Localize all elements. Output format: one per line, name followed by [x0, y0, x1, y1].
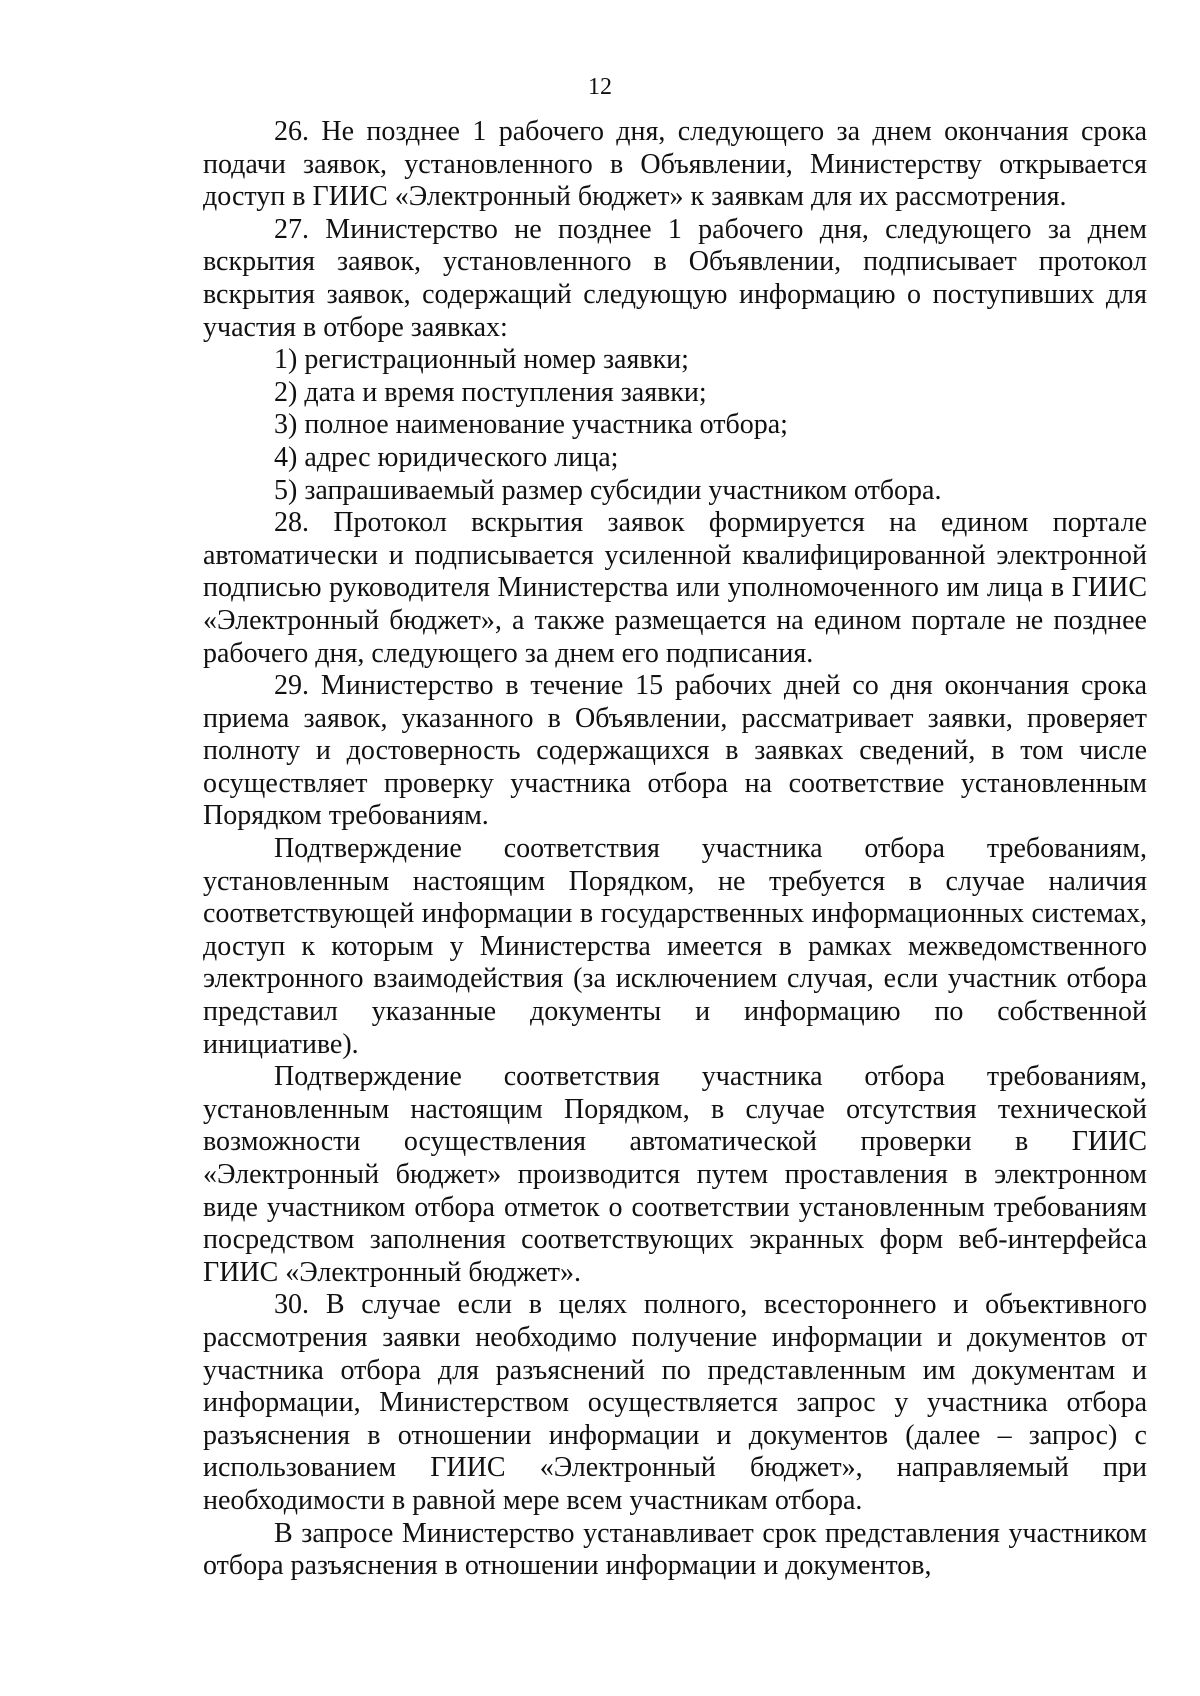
paragraph-30: 30. В случае если в целях полного, всестороннего и объективного рассмотрения заявки необходимо получение информации и документов от участника отбора для разъяснений по представленным им документам и информации, Министерством осуществляется запрос у участника отбора разъяснения в отношении информации и документов (далее – запрос) с использованием ГИИС «Электронный бюджет», направляемый при необходимости в равной мере всем участникам отбора.	[203, 1289, 1147, 1516]
list-item-legal-address: 4) адрес юридического лица;	[274, 441, 619, 473]
paragraph-confirmation-not-required: Подтверждение соответствия участника отбора требованиям, установленным настоящим Порядком, не требуется в случае наличия соответствующей информации в государственных информационных системах, доступ к которым у Министерства имеется в рамках межведомственного электронного взаимодействия (за исключением случая, если участник отбора представил указанные документы и информацию по собственной инициативе).	[203, 833, 1147, 1060]
document-body	[203, 116, 1147, 1583]
paragraph-28: 28. Протокол вскрытия заявок формируется на едином портале автоматически и подписывается усиленной квалифицированной электронной подписью руководителя Министерства или уполномоченного им лица в ГИИС «Электронный бюджет», а также размещается на едином портале не позднее рабочего дня, следующего за днем его подписания.	[203, 507, 1147, 669]
list-item-subsidy-amount: 5) запрашиваемый размер субсидии участником отбора.	[274, 474, 942, 506]
list-item-participant-name: 3) полное наименование участника отбора;	[274, 409, 788, 441]
paragraph-request-deadline: В запросе Министерство устанавливает срок представления участником отбора разъяснения в отношении информации и документов,	[203, 1517, 1147, 1582]
list-item-date-time: 2) дата и время поступления заявки;	[274, 376, 707, 408]
paragraph-27: 27. Министерство не позднее 1 рабочего дня, следующего за днем вскрытия заявок, установленного в Объявлении, подписывает протокол вскрытия заявок, содержащий следующую информацию о поступивших для участия в отборе заявках:	[203, 213, 1147, 343]
paragraph-29: 29. Министерство в течение 15 рабочих дней со дня окончания срока приема заявок, указанного в Объявлении, рассматривает заявки, проверяет полноту и достоверность содержащихся в заявках сведений, в том числе осуществляет проверку участника отбора на соответствие установленным Порядком требованиям.	[203, 670, 1147, 832]
page-number: 12	[588, 74, 612, 100]
paragraph-confirmation-manual: Подтверждение соответствия участника отбора требованиям, установленным настоящим Порядком, в случае отсутствия технической возможности осуществления автоматической проверки в ГИИС «Электронный бюджет» производится путем проставления в электронном виде участником отбора отметок о соответствии установленным требованиям посредством заполнения соответствующих экранных форм веб-интерфейса ГИИС «Электронный бюджет».	[203, 1061, 1147, 1288]
list-item-registration-number: 1) регистрационный номер заявки;	[274, 344, 689, 376]
paragraph-26: 26. Не позднее 1 рабочего дня, следующего за днем окончания срока подачи заявок, установленного в Объявлении, Министерству открывается доступ в ГИИС «Электронный бюджет» к заявкам для их рассмотрения.	[203, 116, 1147, 213]
